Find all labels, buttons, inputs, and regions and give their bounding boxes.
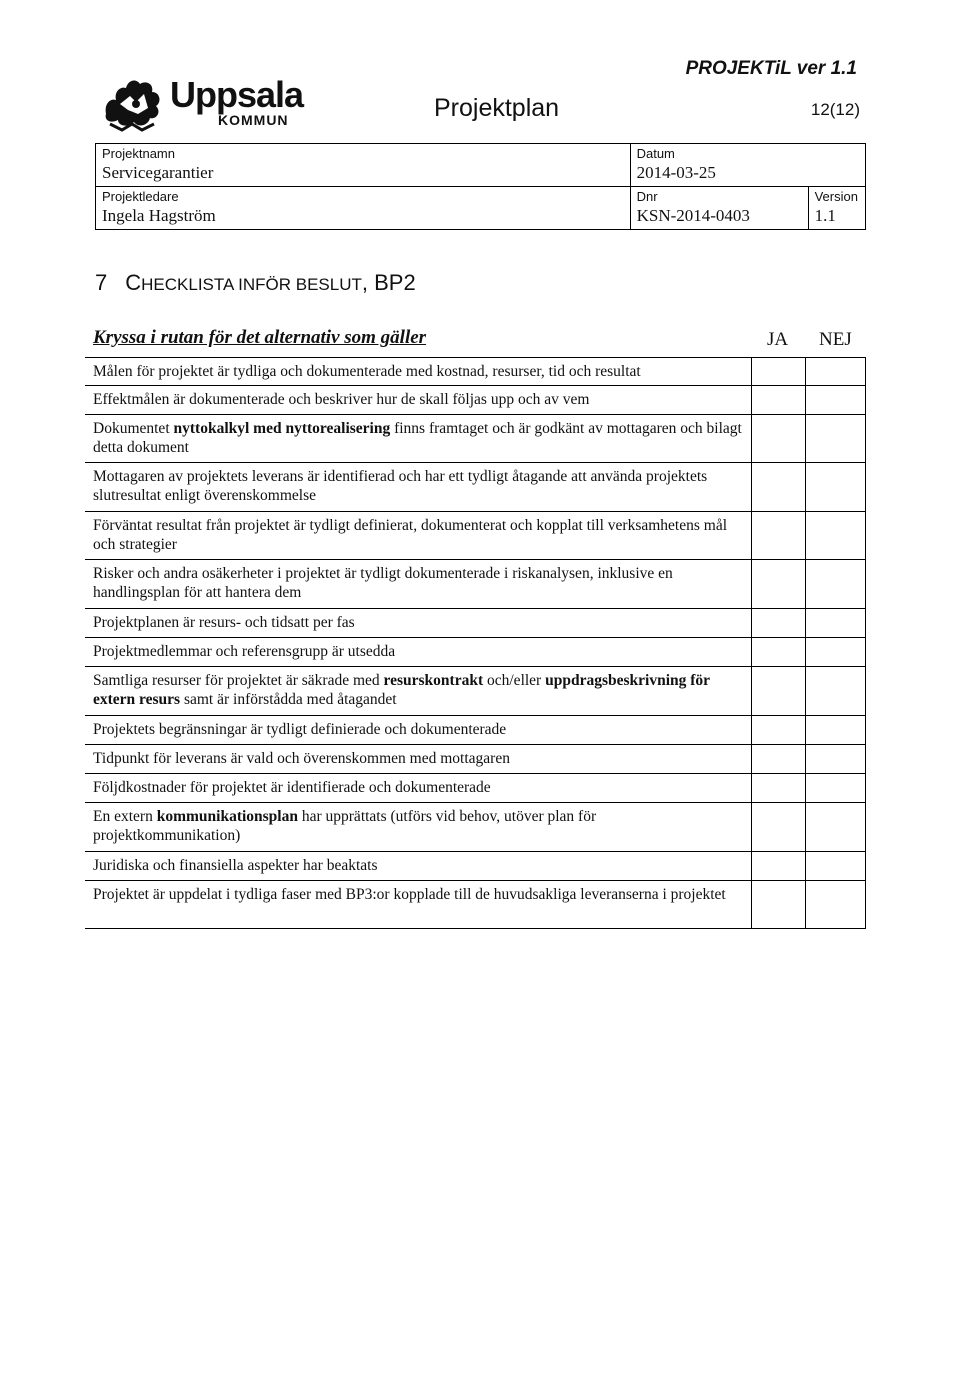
- item-text-part: Mottagaren av projektets leverans är identifierad och har ett tydligt åtagande att använda projektets slutresultat enligt överenskommelse: [93, 468, 708, 504]
- checklist-row: [85, 881, 866, 929]
- checklist-item-text: [93, 362, 743, 381]
- checkbox-ja[interactable]: [751, 462, 806, 512]
- item-text-part: finns framtaget och är godkänt av mottagaren och bilagt detta dokument: [93, 420, 742, 456]
- checkbox-ja[interactable]: [751, 608, 806, 638]
- item-text-part: Målen för projektet är tydliga och dokumenterade med kostnad, resurser, tid och resultat: [93, 363, 641, 380]
- document-type: Projektplan: [434, 94, 560, 122]
- checkbox-nej[interactable]: [805, 744, 866, 774]
- section-title: CHECKLISTA INFÖR BESLUT, BP2: [125, 270, 416, 295]
- projektledare-value: Ingela Hagström: [102, 206, 216, 225]
- checkbox-nej[interactable]: [805, 462, 866, 512]
- emphasis-text: nyttokalkyl med nyttorealisering: [173, 420, 391, 437]
- checklist-item-text: [93, 749, 743, 768]
- checklist-row: [85, 774, 866, 803]
- checklist-row: [85, 803, 866, 852]
- dnr-cell: [630, 187, 808, 230]
- checkbox-nej[interactable]: [805, 715, 866, 745]
- checklist-row: [85, 667, 866, 716]
- item-text-part: Juridiska och finansiella aspekter har beaktats: [93, 857, 378, 874]
- checkbox-ja[interactable]: [751, 880, 806, 929]
- item-text-part: samt är införstådda med åtagandet: [180, 691, 397, 708]
- version-tag: PROJEKTiL ver 1.1: [685, 58, 857, 79]
- emphasis-text: resurskontrakt: [383, 672, 484, 689]
- dnr-value: KSN-2014-0403: [636, 206, 750, 225]
- item-text-part: Projektets begränsningar är tydligt definierade och dokumenterade: [93, 721, 507, 738]
- section-heading: [95, 270, 416, 296]
- checklist-item-text: [93, 671, 743, 709]
- checklist-row: [85, 609, 866, 638]
- checkbox-ja[interactable]: [751, 385, 806, 415]
- dnr-label: Dnr: [636, 189, 658, 204]
- checkbox-ja[interactable]: [751, 414, 806, 463]
- checkbox-nej[interactable]: [805, 608, 866, 638]
- checklist-row: [85, 560, 866, 609]
- item-text-part: Projektmedlemmar och referensgrupp är utsedda: [93, 643, 396, 660]
- project-meta-table: [95, 143, 866, 230]
- item-text-part: Samtliga resurser för projektet är säkrade med: [93, 672, 384, 689]
- page-number: 12(12): [810, 100, 860, 119]
- emphasis-text: kommunikationsplan: [156, 808, 298, 825]
- checklist-row: [85, 745, 866, 774]
- item-text-part: En extern: [93, 808, 157, 825]
- item-text-part: Följdkostnader för projektet är identifierade och dokumenterade: [93, 779, 491, 796]
- checklist-item-text: [93, 778, 743, 797]
- checkbox-nej[interactable]: [805, 637, 866, 667]
- checkbox-nej[interactable]: [805, 851, 866, 881]
- checklist-item-text: [93, 885, 743, 904]
- checkbox-nej[interactable]: [805, 414, 866, 463]
- checkbox-ja[interactable]: [751, 511, 806, 560]
- version-label: Version: [814, 189, 858, 204]
- checklist-row: [85, 386, 866, 415]
- checkbox-ja[interactable]: [751, 559, 806, 609]
- version-value: 1.1: [814, 206, 836, 225]
- checklist-table: [85, 357, 866, 929]
- checklist-row: [85, 716, 866, 745]
- projektledare-cell: [96, 187, 631, 230]
- checklist-item-text: [93, 516, 743, 554]
- checkbox-ja[interactable]: [751, 802, 806, 852]
- item-text-part: Tidpunkt för leverans är vald och överenskommen med mottagaren: [93, 750, 510, 767]
- projektledare-label: Projektledare: [102, 189, 179, 204]
- checklist-instruction: Kryssa i rutan för det alternativ som gäller: [93, 327, 427, 348]
- checkbox-ja[interactable]: [751, 715, 806, 745]
- checklist-row: [85, 357, 866, 386]
- item-text-part: Förväntat resultat från projektet är tydligt definierat, dokumenterat och kopplat till verksamhetens mål och strategier: [93, 517, 728, 553]
- checkbox-ja[interactable]: [751, 637, 806, 667]
- checklist-row: [85, 852, 866, 881]
- item-text-part: Projektplanen är resurs- och tidsatt per fas: [93, 614, 355, 631]
- checklist-item-text: [93, 856, 743, 875]
- checklist-row: [85, 638, 866, 667]
- projektnamn-label: Projektnamn: [102, 146, 175, 161]
- section-number: 7: [95, 270, 108, 295]
- datum-value: 2014-03-25: [636, 163, 716, 182]
- emphasis-text: uppdragsbeskrivning för extern resurs: [93, 672, 710, 708]
- item-text-part: Effektmålen är dokumenterade och beskriver hur de skall följas upp och av vem: [93, 391, 590, 408]
- projektnamn-value: Servicegarantier: [102, 163, 214, 182]
- datum-cell: [630, 144, 865, 187]
- checkbox-nej[interactable]: [805, 559, 866, 609]
- projektnamn-cell: [96, 144, 631, 187]
- checklist-row: [85, 512, 866, 560]
- checklist-row: [85, 415, 866, 463]
- datum-label: Datum: [636, 146, 675, 161]
- crest-icon: [100, 74, 166, 132]
- checkbox-nej[interactable]: [805, 802, 866, 852]
- checklist-row: [85, 463, 866, 512]
- checklist-item-text: [93, 467, 743, 505]
- checklist-item-text: [93, 564, 743, 602]
- checkbox-nej[interactable]: [805, 357, 866, 386]
- checklist-item-text: [93, 419, 743, 457]
- checklist-item-text: [93, 390, 743, 409]
- checkbox-nej[interactable]: [805, 880, 866, 929]
- checklist-item-text: [93, 720, 743, 739]
- checklist-item-text: [93, 642, 743, 661]
- checkbox-ja[interactable]: [751, 357, 806, 386]
- checkbox-nej[interactable]: [805, 666, 866, 716]
- checkbox-ja[interactable]: [751, 666, 806, 716]
- checkbox-nej[interactable]: [805, 385, 866, 415]
- logo-sub: KOMMUN: [218, 112, 289, 128]
- version-cell: [808, 187, 865, 230]
- checkbox-nej[interactable]: [805, 773, 866, 803]
- checkbox-ja[interactable]: [751, 773, 806, 803]
- item-text-part: och/eller: [483, 672, 546, 689]
- column-header-nej: NEJ: [819, 329, 852, 350]
- item-text-part: har upprättats (utförs vid behov, utöver plan för projektkommunikation): [93, 808, 597, 844]
- column-header-ja: JA: [767, 329, 789, 350]
- item-text-part: Risker och andra osäkerheter i projektet är tydligt dokumenterade i riskanalysen, inklusive en handlingsplan för att hantera dem: [93, 565, 673, 601]
- checkbox-ja[interactable]: [751, 851, 806, 881]
- item-text-part: Projektet är uppdelat i tydliga faser med BP3:or kopplade till de huvudsakliga leveranserna i projektet: [93, 886, 726, 903]
- uppsala-kommun-logo: [100, 70, 340, 134]
- item-text-part: Dokumentet: [93, 420, 174, 437]
- checklist-item-text: [93, 613, 743, 632]
- logo-name: Uppsala: [170, 74, 304, 115]
- checklist-item-text: [93, 807, 743, 845]
- checkbox-ja[interactable]: [751, 744, 806, 774]
- checkbox-nej[interactable]: [805, 511, 866, 560]
